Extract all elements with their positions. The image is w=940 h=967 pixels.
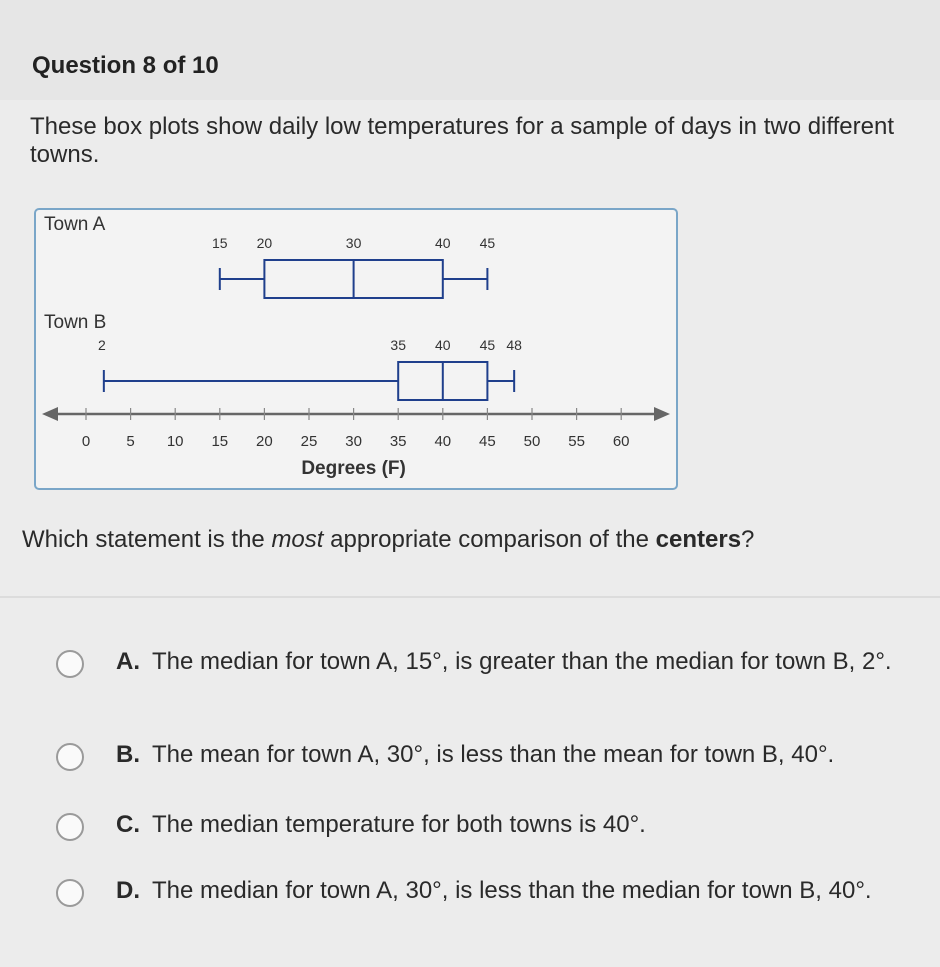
- five-number-label: 35: [390, 337, 406, 353]
- radio-button-a[interactable]: [56, 650, 84, 678]
- question-prompt: These box plots show daily low temperatures for a sample of days in two different towns.: [30, 113, 894, 168]
- question-text: [22, 526, 754, 554]
- box-plot-chart: [34, 208, 678, 490]
- axis-tick-label: 40: [434, 433, 452, 450]
- choice-letter: C.: [116, 811, 140, 838]
- five-number-label: 20: [256, 235, 273, 251]
- box-plot-svg: [36, 210, 676, 488]
- radio-button-c[interactable]: [56, 813, 84, 841]
- choice-d[interactable]: [56, 876, 912, 907]
- series-name-town-a: Town A: [44, 214, 106, 235]
- series-name-town-b: Town B: [44, 312, 107, 333]
- five-number-label: 2: [97, 337, 106, 353]
- axis-arrow-left: [42, 407, 58, 421]
- axis-tick-label: 5: [126, 433, 135, 450]
- axis-tick-label: 35: [389, 433, 407, 450]
- choice-letter: B.: [116, 741, 140, 768]
- question-text-bold: centers: [655, 526, 742, 553]
- choice-text: The median for town A, 15°, is greater than the median for town B, 2°.: [152, 648, 892, 675]
- radio-button-d[interactable]: [56, 879, 84, 907]
- axis-tick-label: 50: [523, 433, 541, 450]
- five-number-label: 45: [479, 337, 496, 353]
- five-number-label: 48: [506, 337, 522, 353]
- axis-tick-label: 45: [479, 433, 496, 450]
- choice-text: The median for town A, 30°, is less than the median for town B, 40°.: [152, 877, 872, 904]
- question-text-before: Which statement is the: [22, 526, 272, 553]
- five-number-label: 45: [479, 235, 496, 251]
- choice-c[interactable]: [56, 810, 912, 841]
- question-text-middle: appropriate comparison of the: [323, 526, 656, 553]
- axis-tick-label: 55: [568, 433, 585, 450]
- axis-tick-label: 20: [256, 433, 273, 450]
- axis-tick-label: 0: [81, 433, 91, 450]
- choice-letter: A.: [116, 648, 140, 675]
- axis-tick-label: 10: [166, 433, 184, 450]
- five-number-label: 30: [345, 235, 362, 251]
- x-axis-label: Degrees (F): [301, 458, 406, 479]
- axis-tick-label: 25: [300, 433, 318, 450]
- choice-text: The mean for town A, 30°, is less than the mean for town B, 40°.: [152, 741, 835, 768]
- question-text-emphasis: most: [271, 526, 324, 553]
- five-number-label: 40: [435, 235, 451, 251]
- choice-text: The median temperature for both towns is 40°.: [152, 811, 646, 838]
- axis-tick-label: 15: [211, 433, 229, 450]
- question-text-after: ?: [741, 526, 755, 553]
- question-number: Question 8 of 10: [32, 52, 219, 79]
- header-band: [0, 0, 940, 100]
- choice-letter: D.: [116, 877, 140, 904]
- axis-tick-label: 60: [612, 433, 630, 450]
- axis-tick-label: 30: [345, 433, 362, 450]
- radio-button-b[interactable]: [56, 743, 84, 771]
- choice-b[interactable]: [56, 740, 912, 771]
- axis-arrow-right: [654, 407, 670, 421]
- choice-a[interactable]: [56, 647, 912, 678]
- five-number-label: 15: [212, 235, 228, 251]
- five-number-label: 40: [435, 337, 451, 353]
- section-divider: [0, 596, 940, 598]
